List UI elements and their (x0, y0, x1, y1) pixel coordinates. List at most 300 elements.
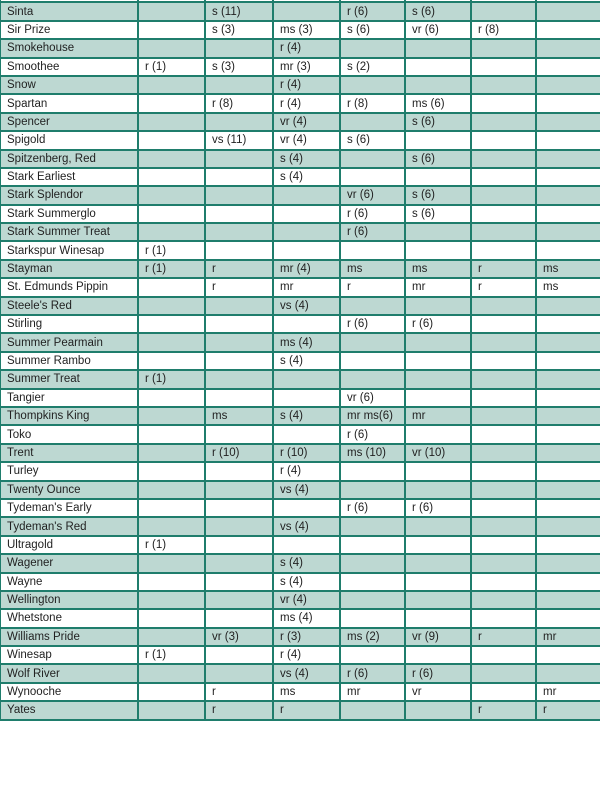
rating-cell: r (273, 701, 340, 719)
table-row (0, 370, 600, 388)
rating-cell: r (471, 701, 536, 719)
table-row (0, 21, 600, 39)
variety-name-cell: Tydeman's Red (0, 517, 138, 535)
table-row (0, 554, 600, 572)
variety-name-cell: Williams Pride (0, 628, 138, 646)
variety-name-cell: Twenty Ounce (0, 481, 138, 499)
variety-name-cell: Sinta (0, 2, 138, 20)
variety-name-cell: Stark Earliest (0, 168, 138, 186)
table-row (0, 150, 600, 168)
rating-cell (340, 591, 405, 609)
table-row (0, 609, 600, 627)
rating-cell (138, 554, 205, 572)
variety-name-cell: Snow (0, 76, 138, 94)
rating-cell: s (6) (405, 2, 471, 20)
rating-cell: r (6) (340, 499, 405, 517)
rating-cell (471, 425, 536, 443)
rating-cell (471, 444, 536, 462)
rating-cell (138, 21, 205, 39)
rating-cell (205, 39, 273, 57)
rating-cell (273, 223, 340, 241)
rating-cell: r (471, 278, 536, 296)
rating-cell (273, 2, 340, 20)
rating-cell: ms (3) (273, 21, 340, 39)
table-row (0, 701, 600, 719)
table-row (0, 425, 600, 443)
rating-cell (536, 444, 600, 462)
rating-cell: s (11) (205, 2, 273, 20)
rating-cell: r (4) (273, 39, 340, 57)
variety-name-cell: Summer Pearmain (0, 333, 138, 351)
rating-cell (205, 205, 273, 223)
rating-cell: mr (4) (273, 260, 340, 278)
rating-cell: r (1) (138, 260, 205, 278)
rating-cell (205, 481, 273, 499)
rating-cell (536, 389, 600, 407)
rating-cell: s (4) (273, 352, 340, 370)
rating-cell: vr (6) (405, 21, 471, 39)
rating-cell (405, 554, 471, 572)
rating-cell (273, 370, 340, 388)
rating-cell: s (4) (273, 554, 340, 572)
rating-cell (205, 389, 273, 407)
rating-cell (205, 168, 273, 186)
rating-cell (340, 333, 405, 351)
rating-cell: s (6) (405, 186, 471, 204)
rating-cell: r (6) (340, 425, 405, 443)
rating-cell: r (471, 260, 536, 278)
rating-cell (138, 186, 205, 204)
rating-cell (536, 21, 600, 39)
rating-cell (405, 333, 471, 351)
rating-cell (273, 499, 340, 517)
rating-cell: vr (10) (405, 444, 471, 462)
rating-cell (471, 94, 536, 112)
variety-name-cell: Spitzenberg, Red (0, 150, 138, 168)
rating-cell (340, 517, 405, 535)
rating-cell (536, 536, 600, 554)
variety-name-cell: Winesap (0, 646, 138, 664)
variety-name-cell: Wellington (0, 591, 138, 609)
rating-cell: mr (536, 683, 600, 701)
table-row (0, 628, 600, 646)
rating-cell (536, 573, 600, 591)
table-row (0, 333, 600, 351)
rating-cell: r (4) (273, 646, 340, 664)
rating-cell (273, 241, 340, 259)
rating-cell (340, 646, 405, 664)
rating-cell (205, 425, 273, 443)
rating-cell (205, 76, 273, 94)
rating-cell (536, 205, 600, 223)
table-row (0, 168, 600, 186)
table-row (0, 76, 600, 94)
variety-name-cell: Starkspur Winesap (0, 241, 138, 259)
variety-name-cell: Stayman (0, 260, 138, 278)
rating-cell (471, 39, 536, 57)
rating-cell (138, 683, 205, 701)
rating-cell (405, 76, 471, 94)
rating-cell (471, 113, 536, 131)
rating-cell (273, 205, 340, 223)
rating-cell (340, 76, 405, 94)
variety-name-cell: Smoothee (0, 58, 138, 76)
rating-cell (471, 591, 536, 609)
rating-cell (205, 536, 273, 554)
rating-cell (405, 462, 471, 480)
rating-cell: ms (273, 683, 340, 701)
rating-cell: r (205, 683, 273, 701)
rating-cell: ms (405, 260, 471, 278)
rating-cell (405, 389, 471, 407)
table-row (0, 205, 600, 223)
rating-cell (273, 425, 340, 443)
rating-cell: r (6) (405, 664, 471, 682)
rating-cell (536, 168, 600, 186)
rating-cell (536, 297, 600, 315)
rating-cell: s (3) (205, 58, 273, 76)
rating-cell (138, 352, 205, 370)
rating-cell: mr (340, 683, 405, 701)
table-row (0, 664, 600, 682)
rating-cell: r (4) (273, 76, 340, 94)
rating-cell (138, 664, 205, 682)
rating-cell: vs (4) (273, 481, 340, 499)
rating-cell: r (340, 278, 405, 296)
rating-cell: vs (4) (273, 664, 340, 682)
rating-cell (405, 425, 471, 443)
table-row (0, 241, 600, 259)
rating-cell (471, 664, 536, 682)
table-row (0, 186, 600, 204)
table-row (0, 223, 600, 241)
rating-cell: vr (3) (205, 628, 273, 646)
rating-cell (405, 591, 471, 609)
rating-cell (405, 131, 471, 149)
rating-cell: ms (6) (405, 94, 471, 112)
table-row (0, 517, 600, 535)
variety-name-cell: Turley (0, 462, 138, 480)
table-row (0, 315, 600, 333)
variety-name-cell: Stirling (0, 315, 138, 333)
rating-cell: vr (4) (273, 113, 340, 131)
rating-cell (536, 315, 600, 333)
rating-cell (205, 554, 273, 572)
rating-cell (205, 664, 273, 682)
rating-cell (340, 701, 405, 719)
rating-cell: ms (4) (273, 609, 340, 627)
rating-cell (471, 168, 536, 186)
rating-cell (138, 2, 205, 20)
rating-cell (471, 389, 536, 407)
rating-cell: s (6) (405, 150, 471, 168)
rating-cell (138, 701, 205, 719)
rating-cell: ms (536, 278, 600, 296)
rating-cell (405, 573, 471, 591)
rating-cell (138, 573, 205, 591)
rating-cell (340, 241, 405, 259)
rating-cell (138, 407, 205, 425)
variety-name-cell: St. Edmunds Pippin (0, 278, 138, 296)
rating-cell (536, 462, 600, 480)
rating-cell (536, 646, 600, 664)
table-row (0, 297, 600, 315)
rating-cell: s (4) (273, 407, 340, 425)
rating-cell (205, 591, 273, 609)
rating-cell: s (6) (340, 21, 405, 39)
rating-cell: r (205, 260, 273, 278)
rating-cell: s (4) (273, 150, 340, 168)
table-row (0, 646, 600, 664)
rating-cell (205, 315, 273, 333)
rating-cell: s (3) (205, 21, 273, 39)
variety-name-cell: Stark Summerglo (0, 205, 138, 223)
rating-cell: ms (4) (273, 333, 340, 351)
rating-cell: r (10) (273, 444, 340, 462)
rating-cell: s (6) (405, 205, 471, 223)
rating-cell: r (471, 628, 536, 646)
rating-cell (536, 186, 600, 204)
table-row (0, 683, 600, 701)
rating-cell: vr (6) (340, 186, 405, 204)
table-row (0, 58, 600, 76)
rating-cell (138, 297, 205, 315)
rating-cell (536, 591, 600, 609)
variety-name-cell: Thompkins King (0, 407, 138, 425)
rating-cell: mr (405, 407, 471, 425)
rating-cell (205, 573, 273, 591)
rating-cell (340, 573, 405, 591)
rating-cell: mr (536, 628, 600, 646)
rating-cell: r (4) (273, 94, 340, 112)
rating-cell (471, 333, 536, 351)
rating-cell (405, 168, 471, 186)
rating-cell (340, 352, 405, 370)
rating-cell (471, 609, 536, 627)
rating-cell (536, 664, 600, 682)
rating-cell: vr (405, 683, 471, 701)
rating-cell: r (8) (205, 94, 273, 112)
table-row (0, 389, 600, 407)
rating-cell (471, 370, 536, 388)
rating-cell (138, 131, 205, 149)
table-row (0, 278, 600, 296)
table-row (0, 481, 600, 499)
table-row (0, 407, 600, 425)
rating-cell: s (6) (405, 113, 471, 131)
table-row (0, 260, 600, 278)
rating-cell (471, 683, 536, 701)
rating-cell (205, 297, 273, 315)
rating-cell: r (1) (138, 58, 205, 76)
rating-cell (405, 481, 471, 499)
rating-cell (138, 389, 205, 407)
rating-cell: r (6) (340, 223, 405, 241)
rating-cell (405, 609, 471, 627)
table-row (0, 444, 600, 462)
rating-cell (205, 517, 273, 535)
variety-name-cell: Tydeman's Early (0, 499, 138, 517)
rating-cell (471, 517, 536, 535)
rating-cell (405, 646, 471, 664)
variety-name-cell: Smokehouse (0, 39, 138, 57)
rating-cell: vr (4) (273, 131, 340, 149)
rating-cell: r (6) (340, 315, 405, 333)
rating-cell: vs (11) (205, 131, 273, 149)
rating-cell (205, 113, 273, 131)
rating-cell (536, 370, 600, 388)
rating-cell: mr (3) (273, 58, 340, 76)
variety-name-cell: Stark Splendor (0, 186, 138, 204)
rating-cell: r (8) (471, 21, 536, 39)
rating-cell (138, 315, 205, 333)
rating-cell (205, 499, 273, 517)
rating-cell: r (6) (340, 2, 405, 20)
rating-cell (405, 297, 471, 315)
rating-cell: r (3) (273, 628, 340, 646)
rating-cell (340, 536, 405, 554)
table-row (0, 499, 600, 517)
variety-name-cell: Trent (0, 444, 138, 462)
rating-cell (138, 499, 205, 517)
rating-cell (340, 481, 405, 499)
rating-cell (405, 241, 471, 259)
rating-cell (471, 76, 536, 94)
rating-cell (205, 333, 273, 351)
rating-cell (138, 76, 205, 94)
rating-cell (138, 628, 205, 646)
table-row (0, 113, 600, 131)
rating-cell: r (205, 701, 273, 719)
rating-cell (536, 241, 600, 259)
rating-cell (536, 58, 600, 76)
rating-cell (273, 186, 340, 204)
rating-cell (471, 58, 536, 76)
rating-cell (205, 186, 273, 204)
variety-name-cell: Yates (0, 701, 138, 719)
rating-cell (138, 462, 205, 480)
table-row (0, 131, 600, 149)
rating-cell (471, 186, 536, 204)
rating-cell: vr (4) (273, 591, 340, 609)
rating-cell: ms (2) (340, 628, 405, 646)
rating-cell (340, 39, 405, 57)
rating-cell (138, 223, 205, 241)
rating-cell (273, 315, 340, 333)
rating-cell (340, 609, 405, 627)
variety-name-cell: Whetstone (0, 609, 138, 627)
rating-cell: vr (9) (405, 628, 471, 646)
variety-name-cell: Wagener (0, 554, 138, 572)
variety-name-cell: Summer Rambo (0, 352, 138, 370)
rating-cell (340, 150, 405, 168)
rating-cell (405, 701, 471, 719)
variety-name-cell: Wynooche (0, 683, 138, 701)
rating-cell (471, 499, 536, 517)
rating-cell (536, 76, 600, 94)
rating-cell (405, 223, 471, 241)
rating-cell: ms (205, 407, 273, 425)
rating-cell (536, 352, 600, 370)
rating-cell: r (6) (340, 664, 405, 682)
rating-cell (340, 370, 405, 388)
table-row (0, 573, 600, 591)
rating-cell (138, 517, 205, 535)
rating-cell (536, 425, 600, 443)
rating-cell: ms (10) (340, 444, 405, 462)
variety-name-cell: Steele's Red (0, 297, 138, 315)
rating-cell: ms (340, 260, 405, 278)
rating-cell (471, 205, 536, 223)
rating-cell (340, 113, 405, 131)
rating-cell (138, 609, 205, 627)
rating-cell (471, 150, 536, 168)
rating-cell (471, 481, 536, 499)
variety-name-cell: Stark Summer Treat (0, 223, 138, 241)
table-row (0, 536, 600, 554)
variety-name-cell: Toko (0, 425, 138, 443)
rating-cell: r (6) (405, 499, 471, 517)
rating-cell (536, 94, 600, 112)
rating-cell (138, 333, 205, 351)
rating-cell (138, 278, 205, 296)
variety-name-cell: Wolf River (0, 664, 138, 682)
rating-cell (138, 39, 205, 57)
rating-cell (405, 58, 471, 76)
table-row (0, 352, 600, 370)
rating-cell (471, 352, 536, 370)
rating-cell (471, 646, 536, 664)
rating-cell (138, 444, 205, 462)
rating-cell (536, 150, 600, 168)
rating-cell (205, 352, 273, 370)
rating-cell: vs (4) (273, 297, 340, 315)
rating-cell (536, 39, 600, 57)
variety-name-cell: Spencer (0, 113, 138, 131)
rating-cell (138, 481, 205, 499)
rating-cell: r (4) (273, 462, 340, 480)
rating-cell (205, 241, 273, 259)
rating-cell (138, 94, 205, 112)
rating-cell (471, 223, 536, 241)
rating-cell (340, 297, 405, 315)
rating-cell (471, 407, 536, 425)
rating-cell: ms (536, 260, 600, 278)
rating-cell (273, 389, 340, 407)
rating-cell (536, 499, 600, 517)
rating-cell: r (8) (340, 94, 405, 112)
rating-cell (471, 554, 536, 572)
rating-cell (138, 591, 205, 609)
rating-cell (536, 2, 600, 20)
rating-cell (138, 205, 205, 223)
rating-cell (405, 352, 471, 370)
rating-cell: r (205, 278, 273, 296)
rating-cell: mr (405, 278, 471, 296)
rating-cell (536, 517, 600, 535)
rating-cell (536, 554, 600, 572)
rating-cell: vr (6) (340, 389, 405, 407)
rating-cell (138, 425, 205, 443)
rating-cell (471, 2, 536, 20)
rating-cell (471, 315, 536, 333)
table-row (0, 462, 600, 480)
rating-cell (205, 223, 273, 241)
variety-name-cell: Spartan (0, 94, 138, 112)
rating-cell (536, 333, 600, 351)
rating-cell: s (6) (340, 131, 405, 149)
rating-cell (536, 131, 600, 149)
